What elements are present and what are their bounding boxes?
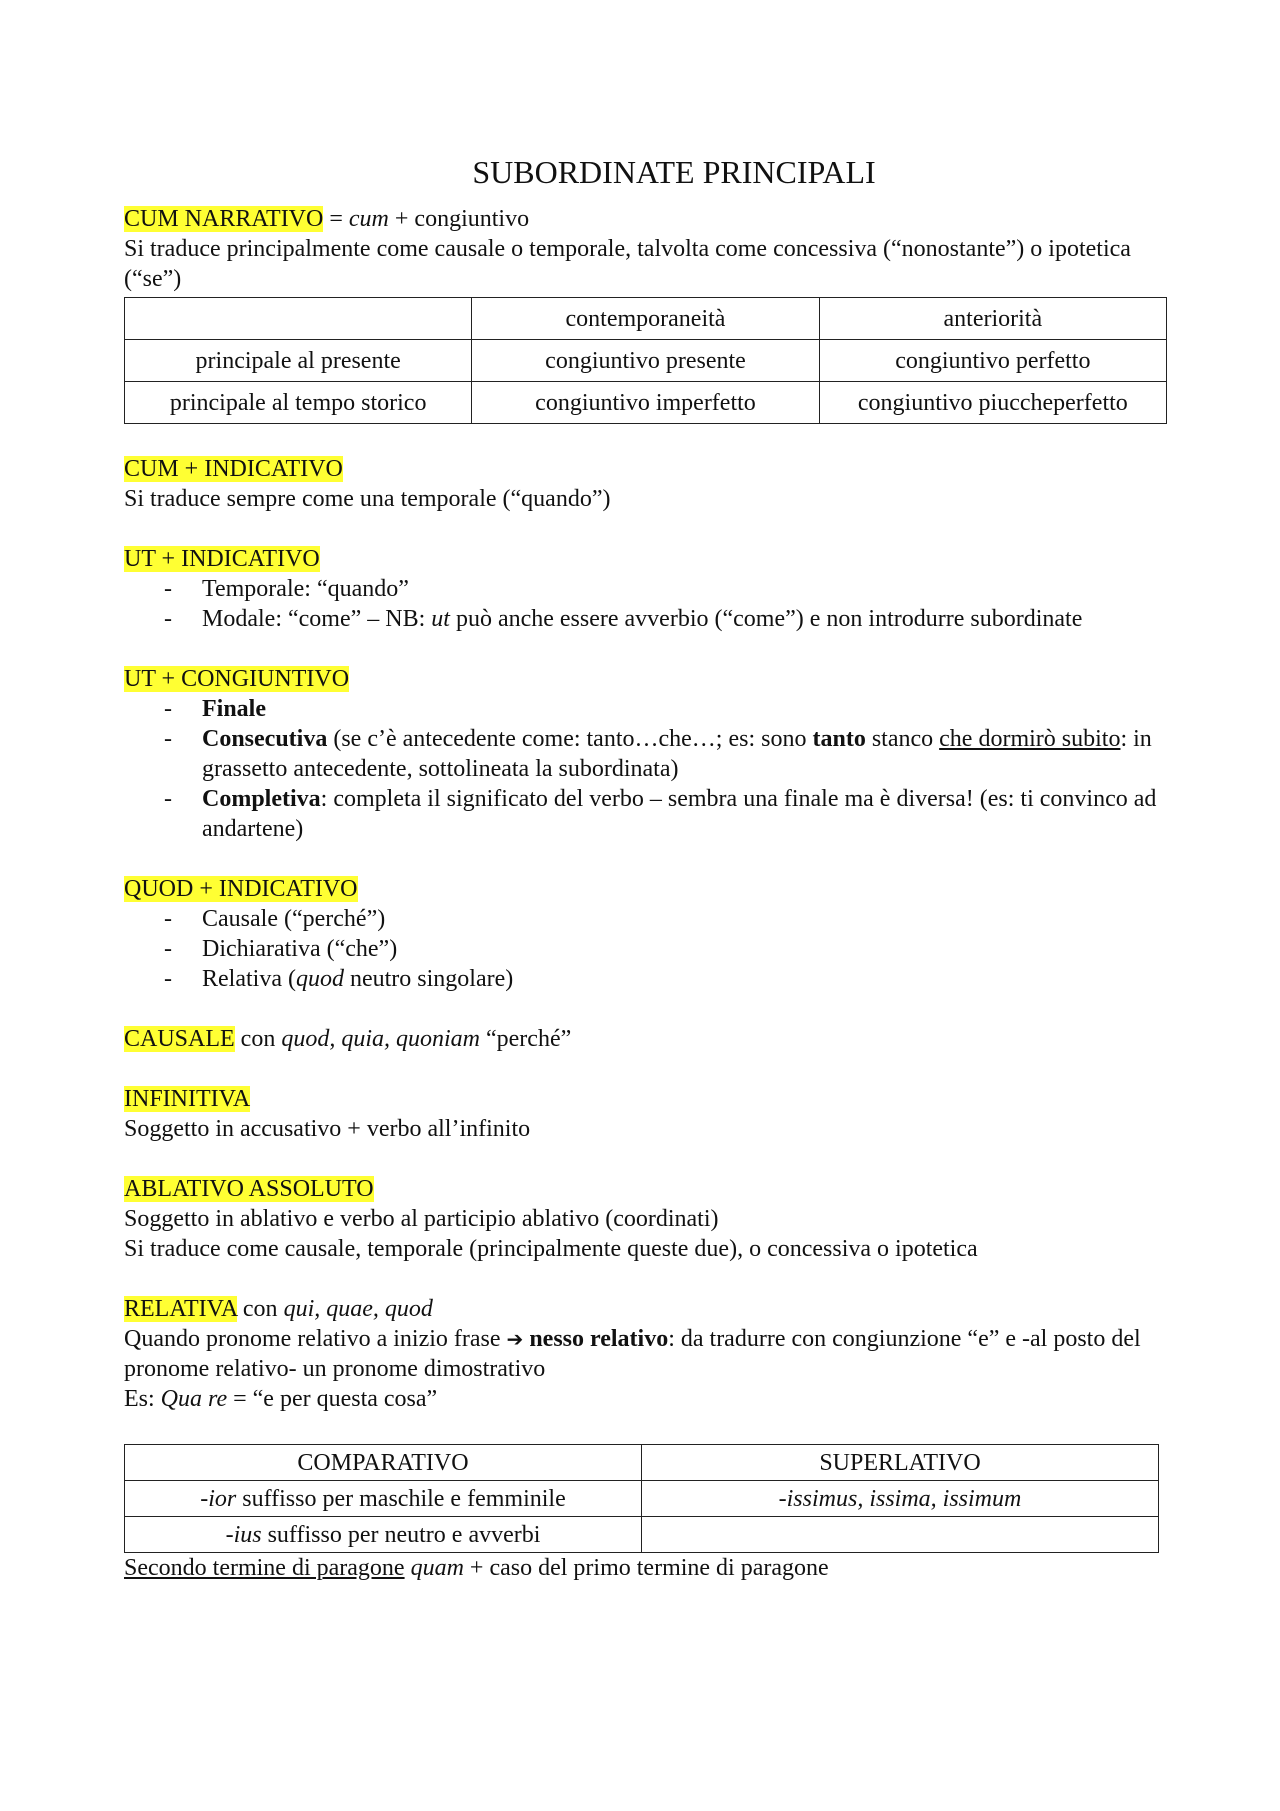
infinitiva-desc: Soggetto in accusativo + verbo all’infinito	[124, 1116, 531, 1142]
text-fragment: Quando pronome relativo a inizio frase	[124, 1326, 507, 1352]
list-item	[124, 604, 1164, 634]
table-cell: congiuntivo piuccheperfetto	[819, 382, 1166, 424]
comparison-note	[124, 1553, 1164, 1583]
heading-line	[124, 544, 1164, 574]
italic-pronouns: qui, quae, quod	[283, 1296, 433, 1322]
text-fragment: Relativa (	[202, 966, 296, 992]
table-cell	[642, 1481, 1159, 1517]
document-content	[124, 152, 1164, 1583]
underlined-term: Secondo termine di paragone	[124, 1555, 405, 1581]
table-cell: contemporaneità	[472, 298, 819, 340]
table-cell: principale al tempo storico	[125, 382, 472, 424]
table-cell: anteriorità	[819, 298, 1166, 340]
table-cell: congiuntivo presente	[472, 340, 819, 382]
text-fragment: : completa il significato del verbo – sembra una finale ma è diversa! (es: ti convinco ad andartene)	[202, 786, 1157, 842]
causale-line	[124, 1024, 1164, 1054]
heading-ut-congiuntivo: UT + CONGIUNTIVO	[124, 666, 350, 692]
text-fragment: =	[323, 206, 349, 232]
section-cum-narrativo	[124, 204, 1164, 424]
section-relativa	[124, 1294, 1164, 1414]
italic-cum: cum	[348, 206, 389, 232]
ut-indicativo-list	[124, 574, 1164, 634]
bold-nesso-relativo: nesso relativo	[529, 1326, 669, 1352]
ut-congiuntivo-list	[124, 694, 1164, 844]
section-infinitiva	[124, 1084, 1164, 1144]
text-fragment: Es:	[124, 1386, 161, 1412]
section-ut-indicativo	[124, 544, 1164, 634]
section-cum-indicativo	[124, 454, 1164, 514]
text-fragment: + caso del primo termine di paragone	[463, 1555, 829, 1581]
table-cell: COMPARATIVO	[125, 1445, 642, 1481]
underlined-subordinate: che dormirò subito	[939, 726, 1121, 752]
text-fragment: con	[236, 1296, 284, 1322]
heading-quod-indicativo: QUOD + INDICATIVO	[124, 876, 358, 902]
text-fragment: (se c’è antecedente come: tanto…che…; es: sono	[327, 726, 813, 752]
list-item	[124, 784, 1164, 844]
italic-superlative: -issimus, issima, issimum	[778, 1485, 1022, 1512]
ablativo-line-1: Soggetto in ablativo e verbo al participio ablativo (coordinati)	[124, 1206, 719, 1232]
list-item	[124, 724, 1164, 784]
quod-indicativo-list	[124, 904, 1164, 994]
table-cell: principale al presente	[125, 340, 472, 382]
table-row	[125, 1517, 1159, 1553]
heading-line	[124, 454, 1164, 484]
text-fragment: può anche essere avverbio (“come”) e non introdurre subordinate	[449, 606, 1083, 632]
text-fragment: “perché”	[480, 1026, 572, 1052]
table-cell: congiuntivo perfetto	[819, 340, 1166, 382]
cum-indicativo-desc: Si traduce sempre come una temporale (“quando”)	[124, 486, 611, 512]
table-cell	[125, 298, 472, 340]
heading-line	[124, 874, 1164, 904]
text-fragment: con	[234, 1026, 282, 1052]
section-ablativo-assoluto	[124, 1174, 1164, 1264]
section-causale	[124, 1024, 1164, 1054]
list-item: - Dichiarativa (“che”)	[124, 934, 1164, 964]
list-item	[124, 964, 1164, 994]
heading-relativa: RELATIVA	[124, 1296, 237, 1322]
text-fragment: + congiuntivo	[388, 206, 530, 232]
page-title: SUBORDINATE PRINCIPALI	[472, 154, 876, 190]
italic-conjunctions: quod, quia, quoniam	[281, 1026, 480, 1052]
heading-causale: CAUSALE	[124, 1026, 235, 1052]
heading-infinitiva: INFINITIVA	[124, 1086, 251, 1112]
table-cell: congiuntivo imperfetto	[472, 382, 819, 424]
text-fragment: neutro singolare)	[343, 966, 514, 992]
table-cell	[642, 1517, 1159, 1553]
italic-quam: quam	[410, 1555, 464, 1581]
heading-ablativo-assoluto: ABLATIVO ASSOLUTO	[124, 1176, 374, 1202]
section-quod-indicativo	[124, 874, 1164, 994]
relativa-heading-line	[124, 1294, 1164, 1324]
table-row	[125, 340, 1167, 382]
table-row	[125, 382, 1167, 424]
list-item: - Causale (“perché”)	[124, 904, 1164, 934]
bold-consecutiva: Consecutiva	[202, 726, 328, 752]
heading-line	[124, 1174, 1164, 1204]
text-fragment: : da tradurre con congiunzione “e” e -al posto del pronome relativo- un pronome dimostrativo	[124, 1326, 1141, 1382]
italic-quod: quod	[295, 966, 344, 992]
text-fragment: Modale: “come” – NB:	[202, 606, 432, 632]
heading-line	[124, 664, 1164, 694]
text-fragment: = “e per questa cosa”	[227, 1386, 438, 1412]
bold-tanto: tanto	[812, 726, 866, 752]
italic-ut: ut	[431, 606, 450, 632]
bold-finale: Finale	[202, 696, 266, 722]
heading-cum-indicativo: CUM + INDICATIVO	[124, 456, 343, 482]
italic-suffix: -ius	[225, 1521, 262, 1548]
list-item	[124, 694, 1164, 724]
heading-line	[124, 1084, 1164, 1114]
section-ut-congiuntivo	[124, 664, 1164, 844]
comparison-table	[124, 1444, 1159, 1553]
heading-ut-indicativo: UT + INDICATIVO	[124, 546, 320, 572]
cum-narrativo-desc: Si traduce principalmente come causale o temporale, talvolta come concessiva (“nonostante”) o ipotetica (“se”)	[124, 236, 1131, 292]
relativa-desc	[124, 1324, 1164, 1384]
text-fragment: stanco	[865, 726, 940, 752]
list-item: - Temporale: “quando”	[124, 574, 1164, 604]
table-header-row	[125, 1445, 1159, 1481]
heading-cum-narrativo: CUM NARRATIVO	[124, 206, 324, 232]
relativa-example	[124, 1384, 1164, 1414]
arrow-right-icon: ➔	[506, 1327, 524, 1351]
table-cell: SUPERLATIVO	[642, 1445, 1159, 1481]
text-fragment: suffisso per neutro e avverbi	[261, 1521, 541, 1548]
bold-completiva: Completiva	[202, 786, 321, 812]
text-fragment: : in grassetto antecedente, sottolineata la subordinata)	[202, 726, 1152, 782]
italic-suffix: -ior	[200, 1485, 237, 1512]
cum-narrativo-line	[124, 204, 1164, 234]
tense-table	[124, 297, 1167, 424]
italic-qua-re: Qua re	[160, 1386, 228, 1412]
table-row	[125, 1481, 1159, 1517]
ablativo-line-2: Si traduce come causale, temporale (principalmente queste due), o concessiva o ipotetica	[124, 1236, 978, 1262]
table-cell	[125, 1517, 642, 1553]
text-fragment: suffisso per maschile e femminile	[236, 1485, 566, 1512]
table-cell	[125, 1481, 642, 1517]
table-header-row	[125, 298, 1167, 340]
